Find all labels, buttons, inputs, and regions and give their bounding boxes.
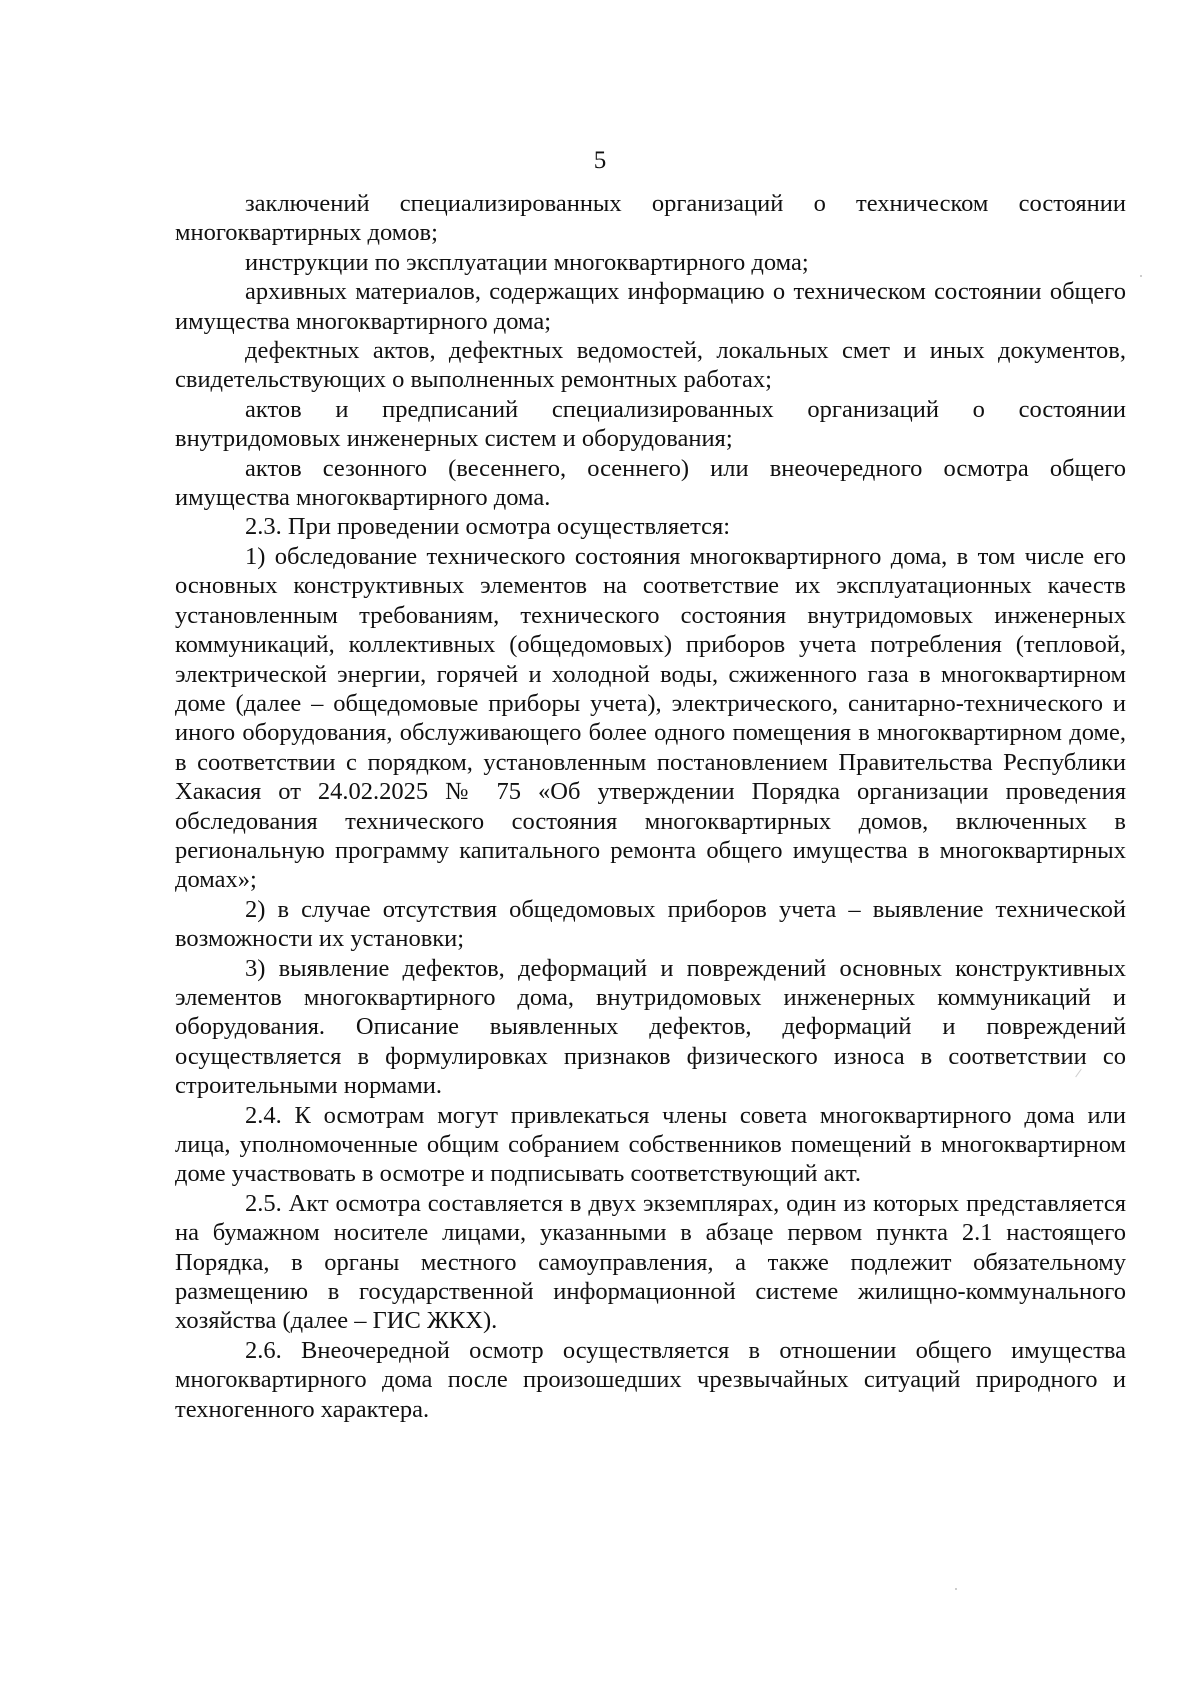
- paragraph-item-2-meters: 2) в случае отсутствия общедомовых приборов учета – выявление технической возможности их установки;: [175, 895, 1126, 953]
- paragraph-specialized-conclusions: заключений специализированных организаций о техническом состоянии многоквартирных домов;: [175, 190, 1126, 247]
- document-body: [175, 189, 1126, 1424]
- page-number: 5: [593, 147, 607, 174]
- paragraph-seasonal-inspection-acts: актов сезонного (весеннего, осеннего) или внеочередного осмотра общего имущества многоквартирного дома.: [175, 454, 1126, 512]
- scan-artifact-dot: [955, 1588, 957, 1590]
- paragraph-section-2-5: 2.5. Акт осмотра составляется в двух экземплярах, один из которых представляется на бумажном носителе лицами, указанными в абзаце первом пункта 2.1 настоящего Порядка, в органы местного самоуправления, а также подлежит обязательному размещению в государственной информационной системе жилищно-коммунального хозяйства (далее – ГИС ЖКХ).: [175, 1189, 1126, 1335]
- paragraph-section-2-3: 2.3. При проведении осмотра осуществляется:: [245, 513, 731, 541]
- paragraph-section-2-4: 2.4. К осмотрам могут привлекаться члены совета многоквартирного дома или лица, уполномоченные общим собранием собственников помещений в многоквартирном доме участвовать в осмотре и подписывать соответствующий акт.: [175, 1101, 1126, 1188]
- paragraph-defect-acts: дефектных актов, дефектных ведомостей, локальных смет и иных документов, свидетельствующих о выполненных ремонтных работах;: [175, 337, 1126, 394]
- paragraph-prescriptions: актов и предписаний специализированных организаций о состоянии внутридомовых инженерных систем и оборудования;: [175, 395, 1126, 453]
- paragraph-item-1-survey: 1) обследование технического состояния многоквартирного дома, в том числе его основных конструктивных элементов на соответствие их эксплуатационных качеств установленным требованиям, технического состояния внутридомовых инженерных коммуникаций, коллективных (общедомовых) приборов учета потребления (тепловой, электрической энергии, горячей и холодной воды, сжиженного газа в многоквартирном доме (далее – общедомовые приборы учета), электрического, санитарно-технического и иного оборудования, обслуживающего более одного помещения в многоквартирном доме, в соответствии с порядком, установленным постановлением Правительства Республики Хакасия от 24.02.2025 № 75 «Об утверждении Порядка организации проведения обследования технического состояния многоквартирных домов, включенных в региональную программу капитального ремонта общего имущества в многоквартирных домах»;: [175, 542, 1126, 894]
- scan-artifact-dot: [1140, 275, 1142, 277]
- paragraph-archive-materials: архивных материалов, содержащих информацию о техническом состоянии общего имущества многоквартирного дома;: [175, 278, 1126, 335]
- paragraph-item-3-defects: 3) выявление дефектов, деформаций и повреждений основных конструктивных элементов многоквартирного дома, внутридомовых инженерных коммуникаций и оборудования. Описание выявленных дефектов, деформаций и повреждений осуществляется в формулировках признаков физического износа в соответствии со строительными нормами.: [175, 954, 1126, 1100]
- paragraph-operating-instructions: инструкции по эксплуатации многоквартирного дома;: [245, 248, 809, 276]
- paragraph-section-2-6: 2.6. Внеочередной осмотр осуществляется в отношении общего имущества многоквартирного дома после произошедших чрезвычайных ситуаций природного и техногенного характера.: [175, 1336, 1126, 1423]
